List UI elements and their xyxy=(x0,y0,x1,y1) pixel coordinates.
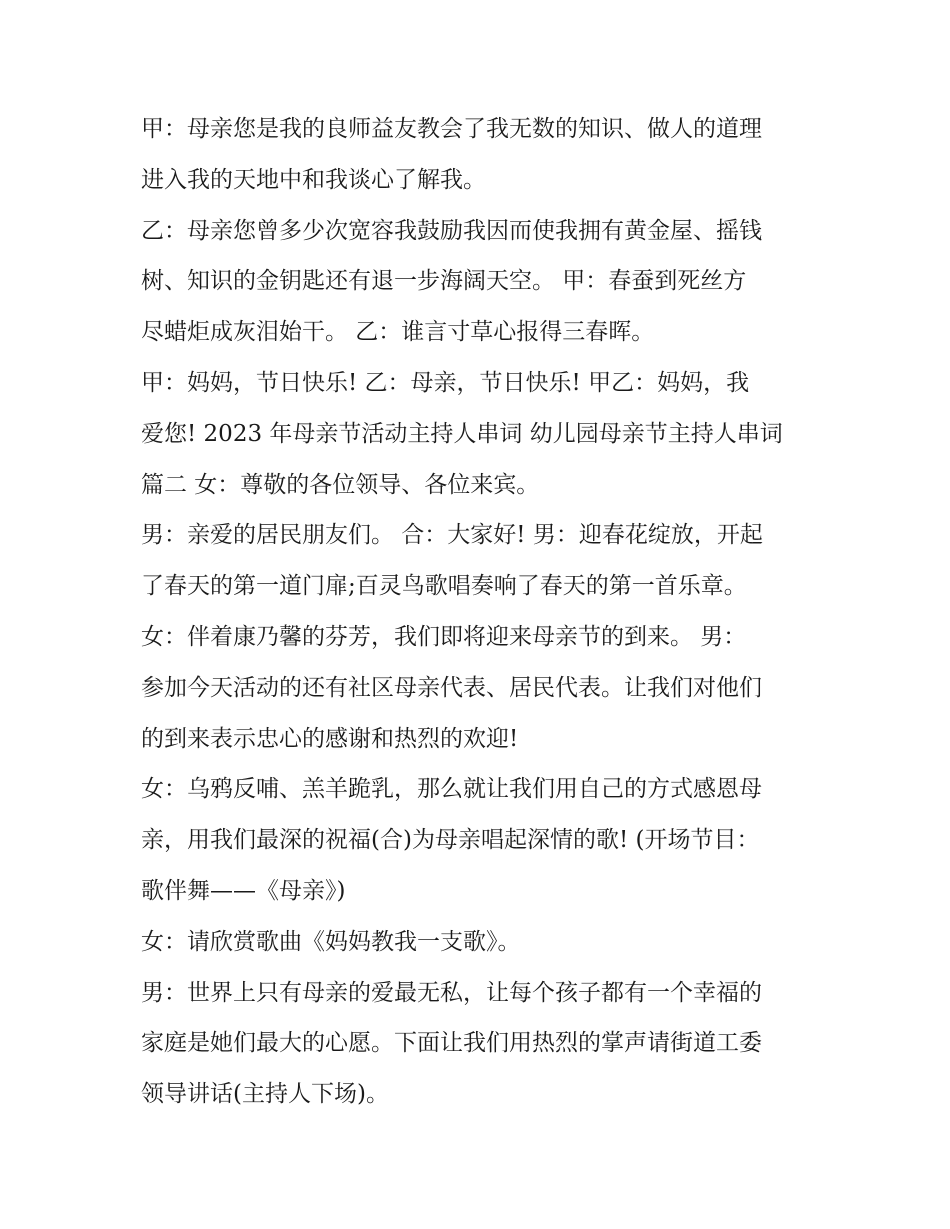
text-line: 女：伴着康乃馨的芬芳，我们即将迎来母亲节的到来。 男： xyxy=(141,623,747,650)
text-line: 男：世界上只有母亲的爱最无私，让每个孩子都有一个幸福的 xyxy=(141,979,762,1006)
text-line: 篇二 女：尊敬的各位领导、各位来宾。 xyxy=(141,471,540,498)
text-line: 歌伴舞——《母亲》) xyxy=(141,877,346,904)
text-line: 进入我的天地中和我谈心了解我。 xyxy=(141,166,486,193)
text-line: 树、知识的金钥匙还有退一步海阔天空。 甲：春蚕到死丝方 xyxy=(141,268,747,295)
text-line: 领导讲话(主持人下场)。 xyxy=(141,1081,389,1108)
text-line: 女：乌鸦反哺、羔羊跪乳，那么就让我们用自己的方式感恩母 xyxy=(141,776,762,803)
text-line: 家庭是她们最大的心愿。下面让我们用热烈的掌声请街道工委 xyxy=(141,1030,762,1057)
text-line: 尽蜡炬成灰泪始干。 乙：谁言寸草心报得三春晖。 xyxy=(141,319,655,346)
text-line: 爱您! 2023 年母亲节活动主持人串词 幼儿园母亲节主持人串词 xyxy=(141,420,783,447)
text-line: 男：亲爱的居民朋友们。 合：大家好! 男：迎春花绽放，开起 xyxy=(141,522,763,549)
text-line: 亲，用我们最深的祝福(合)为母亲唱起深情的歌! (开场节目： xyxy=(141,827,760,854)
text-line: 的到来表示忠心的感谢和热烈的欢迎! xyxy=(141,725,519,752)
text-line: 甲：母亲您是我的良师益友教会了我无数的知识、做人的道理 xyxy=(141,116,762,142)
document-body xyxy=(141,104,821,1120)
text-line: 女：请欣赏歌曲《妈妈教我一支歌》。 xyxy=(141,928,521,955)
text-line: 参加今天活动的还有社区母亲代表、居民代表。让我们对他们 xyxy=(141,674,762,701)
text-line: 甲：妈妈，节日快乐! 乙：母亲，节日快乐! 甲乙：妈妈，我 xyxy=(141,369,750,396)
text-line: 了春天的第一道门扉;百灵鸟歌唱奏响了春天的第一首乐章。 xyxy=(141,573,747,600)
text-line: 乙：母亲您曾多少次宽容我鼓励我因而使我拥有黄金屋、摇钱 xyxy=(141,217,762,244)
